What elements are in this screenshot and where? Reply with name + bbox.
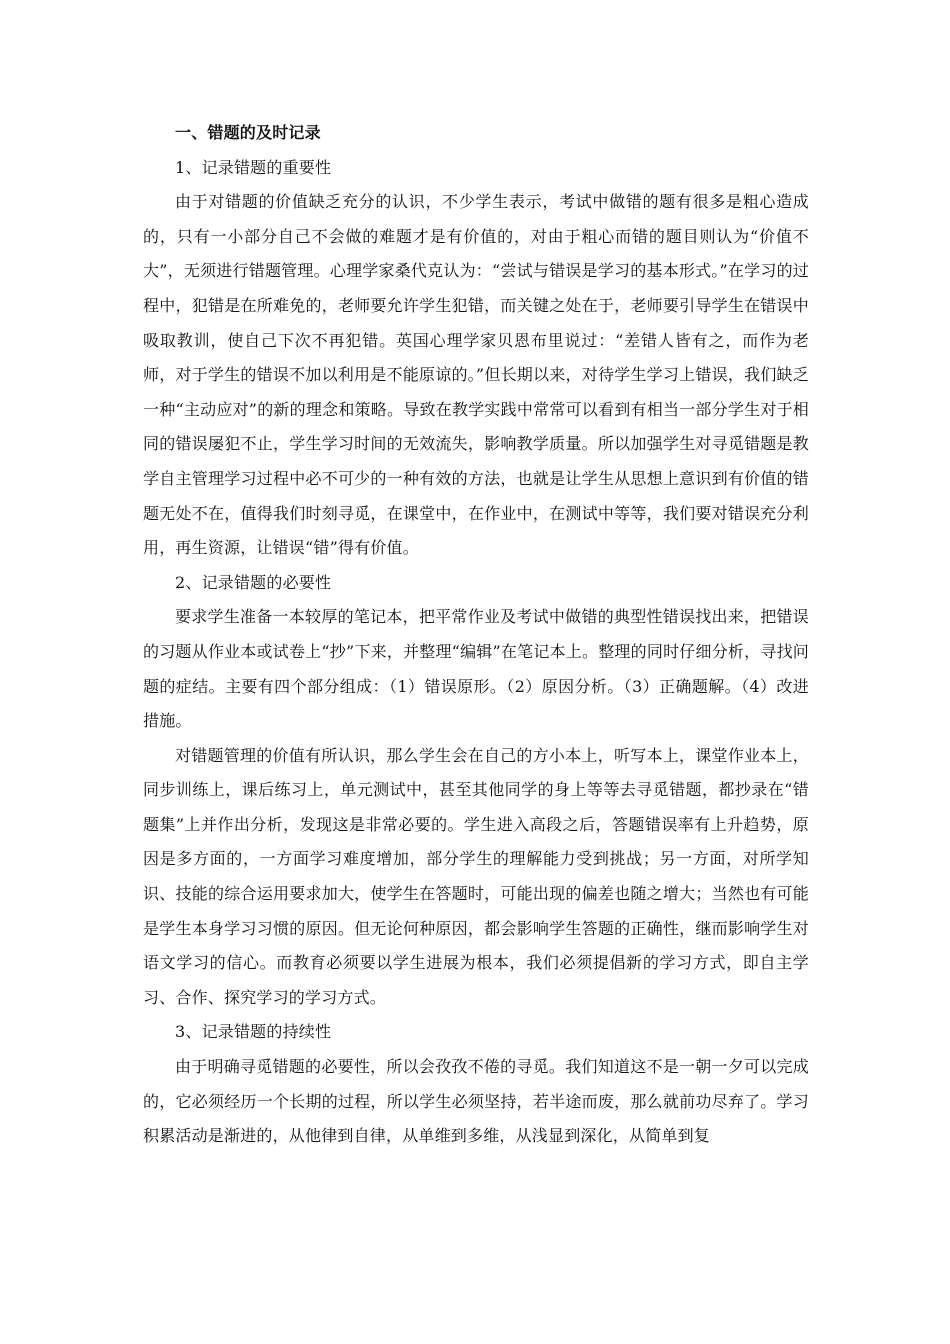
paragraph-importance: 由于对错题的价值缺乏充分的认识，不少学生表示，考试中做错的题有很多是粗心造成的，只有一小部分自己不会做的难题才是有价值的，对由于粗心而错的题目则认为“价值不大”，无须进行错题管理。心理学家桑代克认为：“尝试与错误是学习的基本形式。”在学习的过程中，犯错是在所难免的，老师要允许学生犯错，而关键之处在于，老师要引导学生在错误中吸取教训，使自己下次不再犯错。英国心理学家贝恩布里说过：“差错人皆有之，而作为老师，对于学生的错误不加以利用是不能原谅的。”但长期以来，对待学生学习上错误，我们缺乏一种“主动应对”的新的理念和策略。导致在教学实践中常常可以看到有相当一部分学生对于相同的错误屡犯不止，学生学习时间的无效流失，影响教学质量。所以加强学生对寻觅错题是教学自主管理学习过程中必不可少的一种有效的方法，也就是让学生从思想上意识到有价值的错题无处不在，值得我们时刻寻觅，在课堂中，在作业中，在测试中等等，我们要对错误充分利用，再生资源，让错误“错”得有价值。: [143, 192, 809, 558]
paragraph-continuity: 由于明确寻觅错题的必要性，所以会孜孜不倦的寻觅。我们知道这不是一朝一夕可以完成的，它必须经历一个长期的过程，所以学生必须坚持，若半途而废，那么就前功尽弃了。学习积累活动是渐进的，从他律到自律，从单维到多维，从浅显到深化，从简单到复: [143, 1057, 809, 1146]
paragraph-necessity-1: 要求学生准备一本较厚的笔记本，把平常作业及考试中做错的典型性错误找出来，把错误的习题从作业本或试卷上“抄”下来，并整理“编辑”在笔记本上。整理的同时仔细分析，寻找问题的症结。主要有四个部分组成：（1）错误原形。（2）原因分析。（3）正确题解。（4）改进措施。: [143, 607, 809, 731]
paragraph-necessity-2: 对错题管理的价值有所认识，那么学生会在自己的方小本上，听写本上，课堂作业本上，同步训练上，课后练习上，单元测试中，甚至其他同学的身上等等去寻觅错题，都抄录在“错题集”上并作出分析，发现这是非常必要的。学生进入高段之后，答题错误率有上升趋势，原因是多方面的，一方面学习难度增加，部分学生的理解能力受到挑战；另一方面，对所学知识、技能的综合运用要求加大，使学生在答题时，可能出现的偏差也随之增大；当然也有可能是学生本身学习习惯的原因。但无论何种原因，都会影响学生答题的正确性，继而影响学生对语文学习的信心。而教育必须要以学生进展为根本，我们必须提倡新的学习方式，即自主学习、合作、探究学习的学习方式。: [143, 745, 809, 1007]
subsection-title-necessity: 2、记录错题的必要性: [175, 572, 332, 592]
subsection-title-continuity: 3、记录错题的持续性: [175, 1022, 332, 1042]
section-heading: 一、错题的及时记录: [175, 123, 321, 142]
document-body: [143, 116, 809, 1154]
subsection-title-importance: 1、记录错题的重要性: [175, 157, 332, 177]
